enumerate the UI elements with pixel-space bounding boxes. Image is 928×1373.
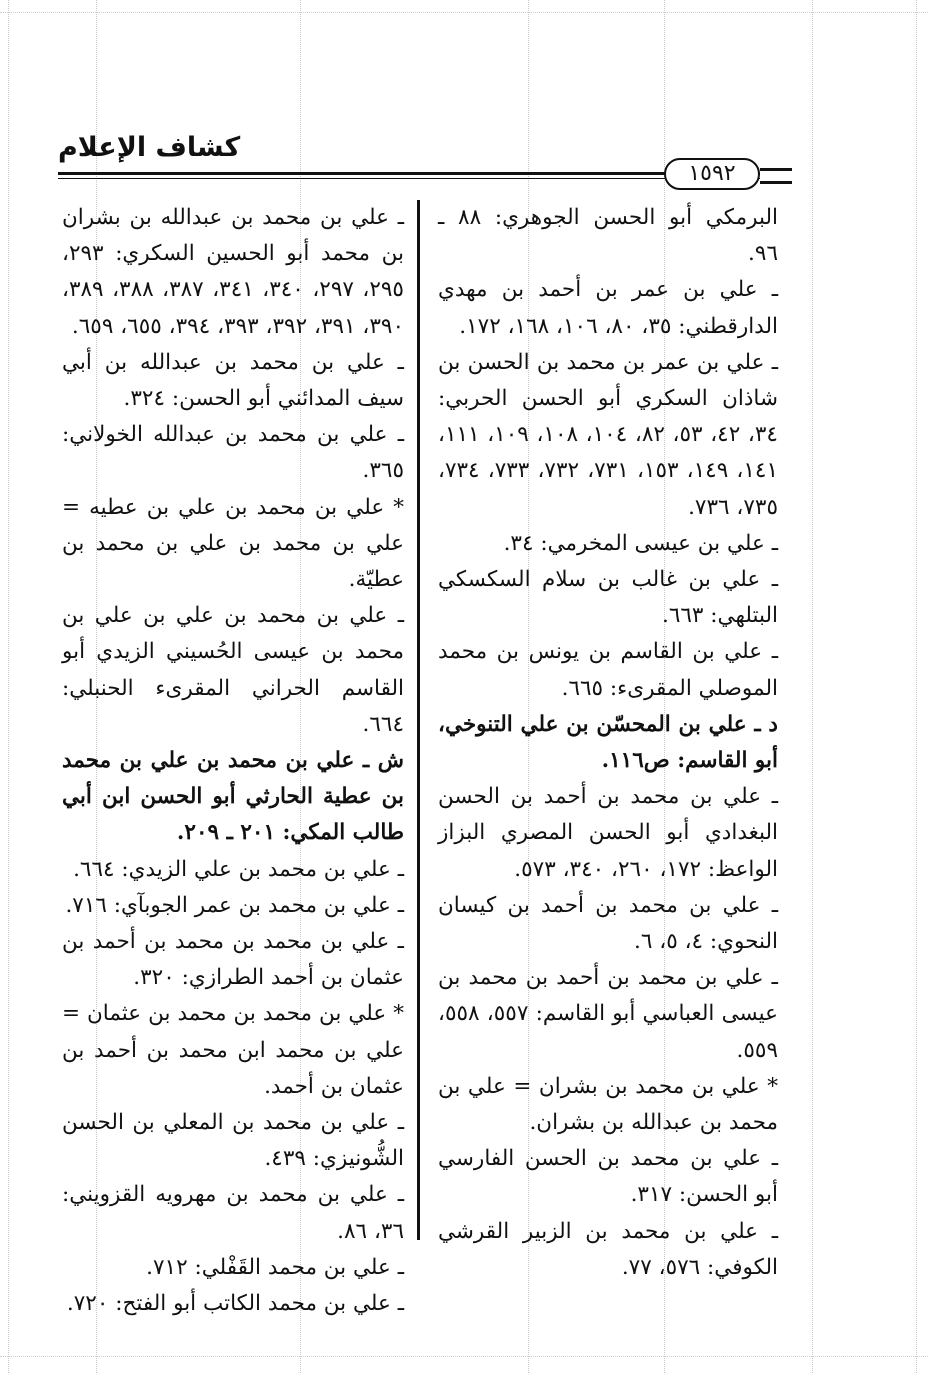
index-entry: ـ علي بن محمد بن أحمد بن الحسن البغدادي أبو الحسن المصري البزاز الواعظ: ١٧٢، ٢٦٠، ٣٤٠، ٥٧٣. [438,784,778,882]
index-entry-featured: د ـ علي بن المحسّن بن علي التنوخي، أبو القاسم: ص١١٦. [438,711,778,774]
index-entry: ـ علي بن عيسى المخرمي: ٣٤. [503,530,778,556]
index-column-left [62,200,404,1322]
index-entry: ـ علي بن عمر بن محمد بن الحسن بن شاذان السكري أبو الحسن الحربي: ٣٤، ٤٢، ٥٣، ٨٢، ١٠٤، ١٠٨، ١٠٩، ١١١، ١٤١، ١٤٩، ١٥٣، ٧٣١، ٧٣٢، ٧٣٣، ٧٣٤، ٧٣٥، ٧٣٦. [438,349,779,520]
column-divider [417,200,420,1240]
index-entry: ـ علي بن محمد بن الحسن الفارسي أبو الحسن: ٣١٧. [438,1146,778,1208]
index-entry: ـ علي بن محمد بن الزبير القرشي الكوفي: ٥٧٦، ٧٧. [438,1218,778,1280]
scan-guide-line [8,0,9,1373]
index-entry: ـ علي بن محمد بن عمر الجوبآي: ٧١٦. [65,892,404,918]
index-entry: ـ علي بن محمد بن أحمد بن كيسان النحوي: ٤، ٥، ٦. [438,892,778,955]
page-header [58,128,792,192]
index-entry-cross-reference: * علي بن محمد بن محمد بن عثمان = علي بن محمد ابن محمد بن أحمد بن عثمان بن أحمد. [62,1001,404,1099]
index-column-right [438,200,778,1286]
scan-guide-line [812,0,813,1373]
index-entry: ـ علي بن محمد بن المعلي بن الحسن الشُّونيزي: ٤٣٩. [62,1110,404,1172]
index-entry: ـ علي بن غالب بن سلام السكسكي البتلهي: ٦٦٣. [438,567,778,629]
index-entry: ـ علي بن القاسم بن يونس بن محمد الموصلي المقرىء: ٦٦٥. [438,639,778,701]
index-entry: ـ علي بن محمد بن أحمد بن محمد بن عيسى العباسي أبو القاسم: ٥٥٧، ٥٥٨، ٥٥٩. [438,965,778,1063]
scan-guide-line [916,0,917,1373]
index-entry: ـ علي بن محمد بن علي بن علي بن محمد بن عيسى الحُسيني الزيدي أبو القاسم الحراني المقرىء الحنبلي: ٦٦٤. [62,603,404,737]
index-entry: ـ علي بن محمد بن عبدالله الخولاني: ٣٦٥. [62,422,404,484]
page-number-ornament [760,168,792,184]
index-entry-cross-reference: * علي بن محمد بن علي بن عطيه = علي بن محمد بن علي بن محمد بن عطيّة. [62,494,404,593]
index-entry: ـ علي بن عمر بن أحمد بن مهدي الدارقطني: ٣٥، ٨٠، ١٠٦، ١٦٨، ١٧٢. [438,277,778,339]
index-entry: ـ علي بن محمد بن عبدالله بن بشران بن محمد أبو الحسين السكري: ٢٩٣، ٢٩٥، ٢٩٧، ٣٤٠، ٣٤١، ٣٨٧، ٣٨٨، ٣٨٩، ٣٩٠، ٣٩١، ٣٩٢، ٣٩٣، ٣٩٤، ٦٥٥، ٦٥٩. [62,205,404,339]
index-entry: ـ علي بن محمد بن محمد بن أحمد بن عثمان بن أحمد الطرازي: ٣٢٠. [62,929,404,991]
index-entry: البرمكي أبو الحسن الجوهري: ٨٨ ـ ٩٦. [438,205,778,267]
running-title: كشاف الإعلام [58,132,241,163]
scan-guide-line [0,12,928,13]
index-entry-cross-reference: * علي بن محمد بن بشران = علي بن محمد بن عبدالله بن بشران. [438,1073,778,1136]
page-number: ١٥٩٢ [664,158,760,190]
index-entry: ـ علي بن محمد القَفْلي: ٧١٢. [146,1254,404,1280]
index-entry-featured: ش ـ علي بن محمد بن علي بن محمد بن عطية الحارثي أبو الحسن ابن أبي طالب المكي: ٢٠١ ـ ٢٠٩. [62,748,404,846]
index-entry: ـ علي بن محمد بن علي الزيدي: ٦٦٤. [73,856,404,882]
index-entry: ـ علي بن محمد الكاتب أبو الفتح: ٧٢٠. [66,1291,404,1317]
index-entry: ـ علي بن محمد بن مهرويه القزويني: ٣٦، ٨٦. [62,1182,404,1244]
index-entry: ـ علي بن محمد بن عبدالله بن أبي سيف المدائني أبو الحسن: ٣٢٤. [62,349,404,412]
scan-guide-line [0,1356,928,1357]
